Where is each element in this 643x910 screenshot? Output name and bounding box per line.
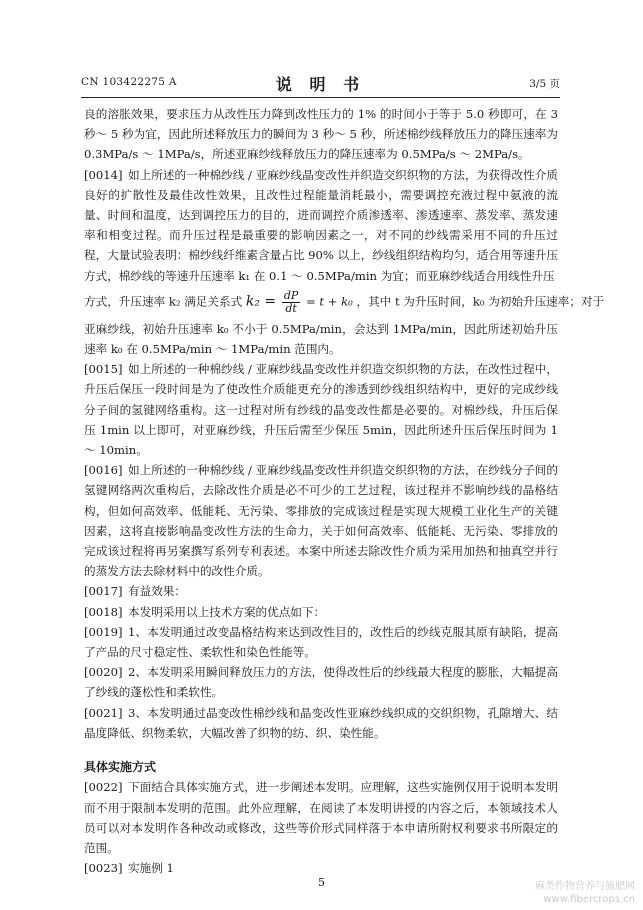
formula-lead-text: 方式，升压速率 k₂ 满足关系式 <box>84 294 243 309</box>
paragraph-tag: [0020] <box>84 665 123 680</box>
paragraph-text: 如上所述的一种棉纱线 / 亚麻纱线晶变改性并织造交织织物的方法，在改性过程中，升压后保压一段时间是为了使改性介质能更充分的渗透到纱线组织结构中，更好的完成纱线分子间的氢键网络重构。这一过程对所有纱线的晶变改性都是必要的。对棉纱线，升压后保压 1min 以上即可，对亚麻纱线，升压后需至少保压 5min，因此所述升压后保压时间为 1 ～ 10min。 <box>84 362 558 458</box>
paragraph-0021 <box>84 703 558 743</box>
paragraph-text: 实施例 1 <box>128 861 174 876</box>
header-rule <box>81 97 560 98</box>
paragraph-tag: [0019] <box>84 624 123 639</box>
formula-rhs: = t + k₀ <box>305 294 353 309</box>
formula-numerator: dP <box>283 288 299 302</box>
paragraph-text: 如上所述的一种棉纱线 / 亚麻纱线晶变改性并织造交织织物的方法，在纱线分子间的氢键网络两次重构后，去除改性介质是必不可少的工艺过程，该过程并不影响纱线的晶格结构，但如何高效率、低能耗、无污染、零排放的完成该过程是实现大规模工业化生产的关键因素，这将直接影响晶变改性方法的生命力，关于如何高效率、低能耗、无污染、零排放的完成该过程将再另案撰写系列专利表述。本案中所述去除改性介质为采用加热和抽真空并行的蒸发方法去除材料中的改性介质。 <box>84 463 558 579</box>
formula-denominator: dt <box>285 301 297 315</box>
formula-fraction <box>282 290 300 315</box>
paragraph-text: 有益效果： <box>128 584 186 599</box>
patent-number: CN 103422275 A <box>81 76 177 88</box>
paragraph-text: 本发明采用以上技术方案的优点如下： <box>128 604 326 619</box>
paragraph-tag: [0021] <box>84 705 123 720</box>
page-number: 5 <box>318 876 325 889</box>
page-of-total: 3/5 页 <box>529 78 560 90</box>
paragraph-text: 良的溶胀效果，要求压力从改性压力降到改性压力的 1% 的时间小于等于 5.0 秒即可，在 3 秒～ 5 秒为宜，因此所述释放压力的瞬间为 3 秒～ 5 秒，所述棉纱线释放压力的降压速率为 0.3MPa/s ～ 1MPa/s，所述亚麻纱线释放压力的降压速率为 0.5MPa/s ～ 2MPa/s。 <box>84 107 558 162</box>
paragraph-tag: [0015] <box>84 362 123 377</box>
watermark <box>535 880 635 906</box>
paragraph-tag: [0018] <box>84 604 123 619</box>
paragraph-continued-2 <box>84 319 558 359</box>
formula-line <box>84 288 605 315</box>
paragraph-text: 如上所述的一种棉纱线 / 亚麻纱线晶变改性并织造交织织物的方法，为获得改性介质良好的扩散性及最佳改性效果，且改性过程能量消耗最小，需要调控充液过程中氨液的流量、时间和温度，达到调控压力的目的，进而调控介质渗透率、渗透速率、蒸发率、蒸发速率和相变过程。而升压过程是最重要的影响因素之一，对不同的纱线需采用不同的升压过程，大量试验表明：棉纱线纤维素含量占比 90% 以上，纱线组织结构均匀，适合用等速升压方式，棉纱线的等速升压速率 k₁ 在 0.1 ～ 0.5MPa/min 为宜；而亚麻纱线适合用线性升压 <box>84 167 558 283</box>
paragraph-tag: [0023] <box>84 861 123 876</box>
paragraph-0017 <box>84 581 558 601</box>
paragraph-0018 <box>84 602 558 622</box>
document-title: 说 明 书 <box>275 75 366 94</box>
section-heading: 具体实施方式 <box>84 760 157 775</box>
paragraph-0022 <box>84 777 558 858</box>
document-body <box>84 104 605 878</box>
paragraph-tag: [0016] <box>84 463 123 478</box>
paragraph-tag: [0014] <box>84 167 123 182</box>
formula-trail-text: ，其中 t 为升压时间，k₀ 为初始升压速率；对于 <box>356 294 605 309</box>
paragraph-tag: [0022] <box>84 780 123 795</box>
paragraph-0015 <box>84 359 558 460</box>
paragraph-text: 亚麻纱线，初始升压速率 k₀ 不小于 0.5MPa/min，会达到 1MPa/min，因此所述初始升压速率 k₀ 在 0.5MPa/min ～ 1MPa/min 范围内。 <box>84 321 558 357</box>
paragraph-0016 <box>84 460 558 581</box>
paragraph-tag: [0017] <box>84 584 123 599</box>
formula-lhs: k₂ = <box>245 293 277 310</box>
paragraph-text: 2、本发明采用瞬间释放压力的方法，使得改性后的纱线最大程度的膨胀，大幅提高了纱线的蓬松性和柔软性。 <box>84 665 558 700</box>
paragraph-text: 3、本发明通过晶变改性棉纱线和晶变改性亚麻纱线织成的交织织物，孔隙增大、结晶度降低、织物柔软，大幅改善了织物的纺、织、染性能。 <box>84 705 558 740</box>
page-header <box>81 72 560 94</box>
paragraph-text: 1、本发明通过改变晶格结构来达到改性目的，改性后的纱线克服其原有缺陷，提高了产品的尺寸稳定性、柔软性和染色性能等。 <box>84 624 558 660</box>
paragraph-0019 <box>84 622 558 662</box>
paragraph-0014 <box>84 165 558 286</box>
paragraph-text: 下面结合具体实施方式，进一步阐述本发明。应理解，这些实施例仅用于说明本发明而不用于限制本发明的范围。此外应理解，在阅读了本发明讲授的内容之后，本领域技术人员可以对本发明作各种改动或修改，这些等价形式同样落于本申请所附权利要求书所限定的范围。 <box>84 780 558 855</box>
watermark-line-1: 麻类作物营养与施肥网 <box>535 881 635 892</box>
watermark-line-2: www.fibercrops.cn <box>543 894 635 905</box>
paragraph-0020 <box>84 662 558 702</box>
paragraph-continued <box>84 104 558 165</box>
